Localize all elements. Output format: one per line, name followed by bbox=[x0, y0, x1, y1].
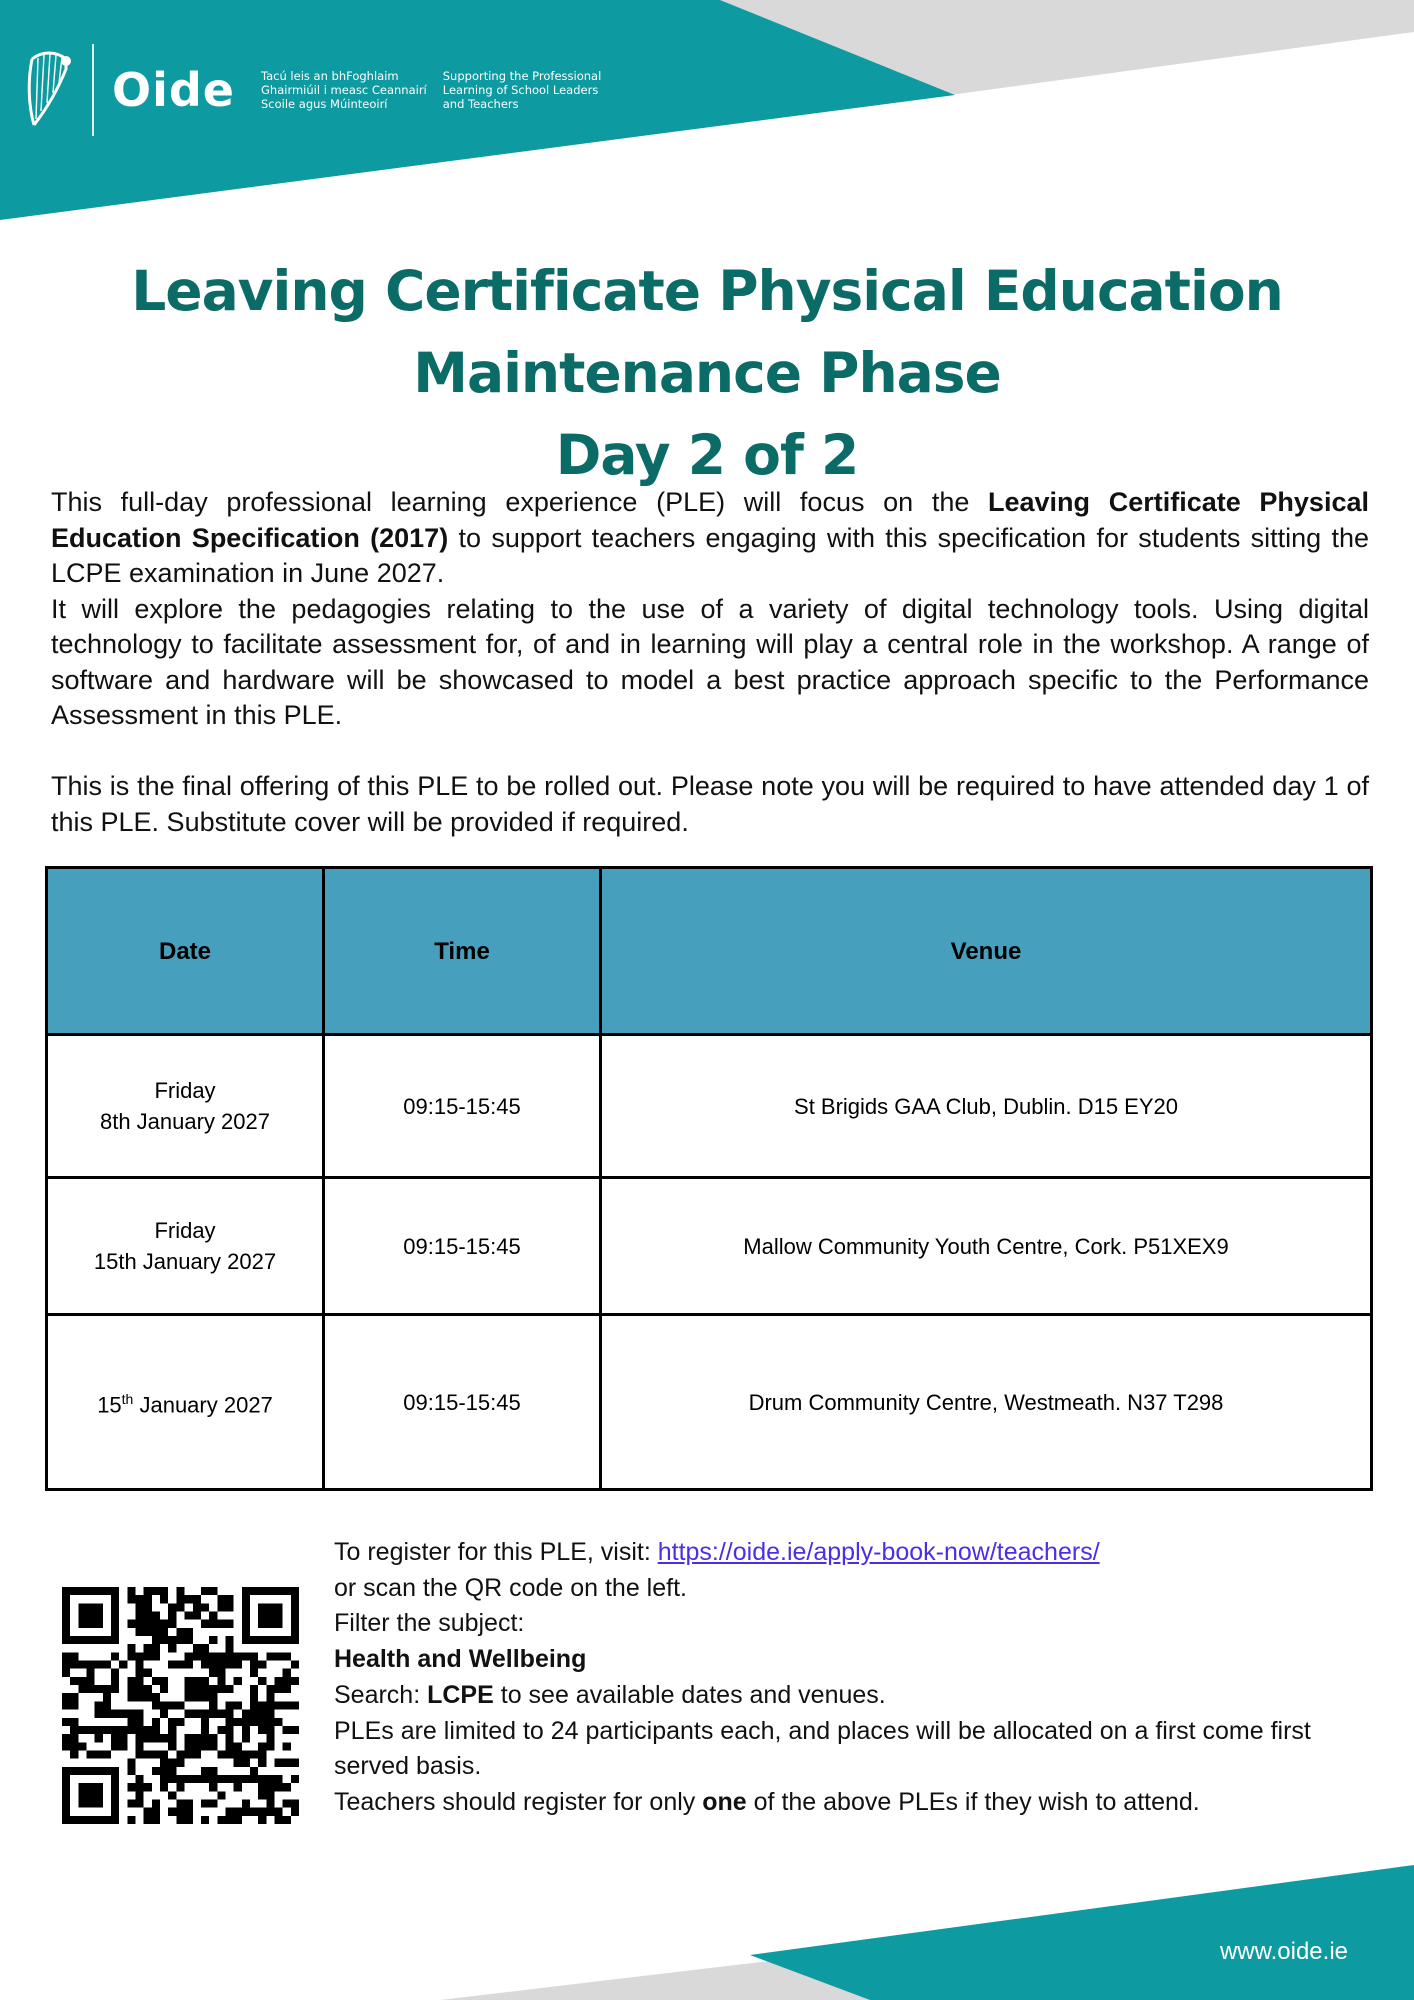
date-weekday: Friday bbox=[154, 1078, 216, 1103]
table-row bbox=[47, 1178, 1372, 1315]
register-line-1 bbox=[334, 1535, 1374, 1571]
title-line-1: Leaving Certificate Physical Education bbox=[131, 259, 1283, 323]
header-date: Date bbox=[47, 868, 324, 1035]
date-cell bbox=[47, 1315, 324, 1490]
intro-text bbox=[51, 485, 1369, 840]
search-rest: to see available dates and venues. bbox=[493, 1680, 886, 1709]
register-line-3: Filter the subject: bbox=[334, 1609, 525, 1638]
search-label: Search: bbox=[334, 1680, 428, 1709]
oide-logo bbox=[22, 40, 617, 140]
registration-info bbox=[334, 1535, 1374, 1821]
venue-cell: Mallow Community Youth Centre, Cork. P51XEX9 bbox=[601, 1178, 1372, 1315]
venue-cell: Drum Community Centre, Westmeath. N37 T298 bbox=[601, 1315, 1372, 1490]
date-ordinal: th bbox=[121, 1390, 134, 1407]
title-line-3: Day 2 of 2 bbox=[555, 423, 859, 487]
search-term: LCPE bbox=[427, 1680, 494, 1709]
subject-name: Health and Wellbeing bbox=[334, 1645, 587, 1674]
intro-paragraph-3: This is the final offering of this PLE to be rolled out. Please note you will be required to have attended day 1 of this PLE. Substitute cover will be provided if required. bbox=[51, 771, 1369, 837]
title-line-2: Maintenance Phase bbox=[413, 341, 1001, 405]
tagline-irish: Tacú leis an bhFoghlaim Ghairmiúil i measc Ceannairí Scoile agus Múinteoirí bbox=[261, 69, 427, 111]
logo-wordmark: Oide bbox=[112, 63, 235, 117]
intro-paragraph-2: It will explore the pedagogies relating to the use of a variety of digital technology tools. Using digital technology to facilitate assessment for, of and in learning will play a central role in the workshop. A range of software and hardware will be showcased to model a best practice approach specific to the Performance Assessment in this PLE. bbox=[51, 593, 1369, 730]
website-url: www.oide.ie bbox=[1219, 1938, 1348, 1965]
footer-banner bbox=[0, 1860, 1414, 2000]
register-line-2: or scan the QR code on the left. bbox=[334, 1573, 687, 1602]
table-row bbox=[47, 1035, 1372, 1178]
intro-p1-start: This full-day professional learning experience (PLE) will focus on the bbox=[51, 487, 989, 517]
date-cell bbox=[47, 1035, 324, 1178]
date-value: 8th January 2027 bbox=[99, 1109, 271, 1134]
schedule-table bbox=[45, 866, 1373, 1491]
register-note-start: Teachers should register for only bbox=[334, 1787, 703, 1816]
register-link[interactable]: https://oide.ie/apply-book-now/teachers/ bbox=[657, 1538, 1100, 1566]
venue-cell: St Brigids GAA Club, Dublin. D15 EY20 bbox=[601, 1035, 1372, 1178]
register-note-bold: one bbox=[702, 1787, 747, 1816]
date-weekday: Friday bbox=[154, 1218, 216, 1243]
header-time: Time bbox=[324, 868, 601, 1035]
time-cell: 09:15-15:45 bbox=[324, 1178, 601, 1315]
register-line-6: PLEs are limited to 24 participants each, and places will be allocated on a first come first served basis. bbox=[334, 1716, 1311, 1781]
qr-code-icon[interactable] bbox=[62, 1587, 299, 1824]
time-cell: 09:15-15:45 bbox=[324, 1035, 601, 1178]
paragraph-gap bbox=[51, 734, 1369, 770]
page-title bbox=[0, 250, 1414, 496]
table-header-row bbox=[47, 868, 1372, 1035]
time-cell: 09:15-15:45 bbox=[324, 1315, 601, 1490]
logo-divider bbox=[92, 44, 94, 136]
intro-p1-end: to support teachers engaging with this specification for students sitting the LCPE examination in June 2027. bbox=[51, 522, 1370, 588]
date-cell bbox=[47, 1178, 324, 1315]
date-rest: January 2027 bbox=[133, 1392, 273, 1418]
register-line-7 bbox=[334, 1785, 1374, 1821]
harp-icon bbox=[22, 49, 74, 131]
register-note-end: of the above PLEs if they wish to attend. bbox=[746, 1787, 1200, 1816]
date-value: 15th January 2027 bbox=[93, 1249, 277, 1274]
tagline-english: Supporting the Professional Learning of School Leaders and Teachers bbox=[442, 69, 602, 111]
register-line-5 bbox=[334, 1678, 1374, 1714]
table-row bbox=[47, 1315, 1372, 1490]
intro-p1-bold: Leaving Certificate Physical Education Specification (2017) bbox=[51, 487, 1369, 553]
intro-paragraph-1 bbox=[51, 485, 1369, 592]
footer-teal-shape bbox=[750, 1865, 1414, 2000]
header-venue: Venue bbox=[601, 868, 1372, 1035]
date-day: 15 bbox=[97, 1392, 122, 1418]
register-intro: To register for this PLE, visit: bbox=[334, 1538, 658, 1566]
